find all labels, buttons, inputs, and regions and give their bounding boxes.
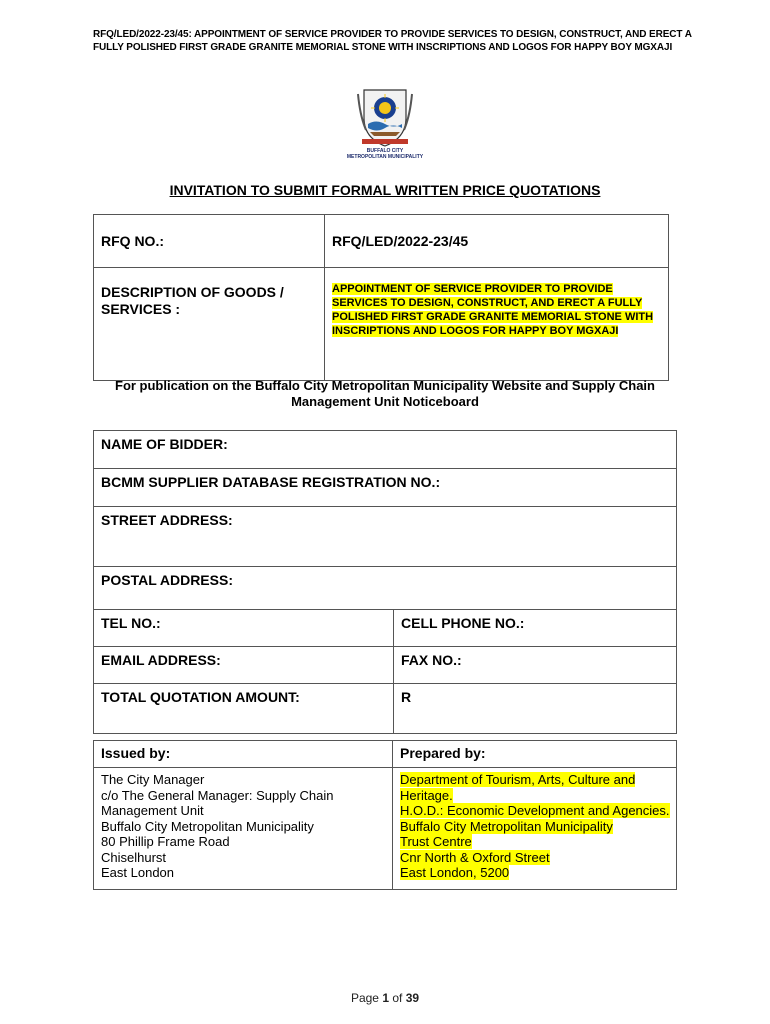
page-word: Page (350, 991, 379, 1005)
logo-line-2: METROPOLITAN MUNICIPALITY (346, 154, 424, 160)
prepared-line: Buffalo City Metropolitan Municipality (400, 818, 613, 834)
prepared-line: East London, 5200 (400, 865, 510, 880)
description-label: DESCRIPTION OF GOODS / SERVICES : (94, 268, 325, 381)
bidder-name-field[interactable]: NAME OF BIDDER: (94, 431, 677, 469)
logo-line-1: BUFFALO CITY (366, 148, 404, 154)
issued-by-heading: Issued by: (94, 741, 393, 768)
issued-line: Chiselhurst (101, 849, 167, 865)
fax-number-field[interactable]: FAX NO.: (394, 647, 677, 684)
page-title: INVITATION TO SUBMIT FORMAL WRITTEN PRICE QUOTATIONS (169, 182, 601, 198)
bidder-details-table (93, 430, 677, 734)
of-word: of (392, 991, 403, 1005)
prepared-line: Trust Centre (400, 834, 472, 849)
coat-of-arms-icon (356, 86, 414, 148)
tel-number-field[interactable]: TEL NO.: (94, 610, 394, 647)
email-address-field[interactable]: EMAIL ADDRESS: (94, 647, 394, 684)
issued-prepared-table (93, 740, 677, 890)
issued-line: 80 Phillip Frame Road (101, 834, 230, 849)
total-quotation-amount-field[interactable]: R (394, 684, 677, 734)
street-address-field[interactable]: STREET ADDRESS: (94, 507, 677, 567)
supplier-registration-field[interactable]: BCMM SUPPLIER DATABASE REGISTRATION NO.: (94, 469, 677, 507)
total-quotation-amount-label: TOTAL QUOTATION AMOUNT: (94, 684, 394, 734)
rfq-number-label: RFQ NO.: (94, 215, 325, 268)
rfq-table (93, 214, 669, 381)
current-page: 1 (382, 991, 389, 1005)
issued-line: East London (101, 865, 175, 880)
issued-line: The City Manager (101, 772, 205, 787)
issued-line: c/o The General Manager: Supply Chain Management Unit (101, 787, 334, 818)
postal-address-field[interactable]: POSTAL ADDRESS: (94, 567, 677, 610)
cell-phone-field[interactable]: CELL PHONE NO.: (394, 610, 677, 647)
issued-line: Buffalo City Metropolitan Municipality (101, 818, 314, 834)
prepared-line: Cnr North & Oxford Street (400, 849, 550, 865)
prepared-line: H.O.D.: Economic Development and Agencies. (400, 803, 670, 818)
total-pages: 39 (405, 991, 420, 1005)
description-cell (325, 268, 669, 381)
publication-notice: For publication on the Buffalo City Metropolitan Municipality Website and Supply Chain Management Unit Noticeboard (115, 378, 655, 409)
prepared-by-address (393, 768, 677, 890)
rfq-number-value: RFQ/LED/2022-23/45 (325, 215, 669, 268)
prepared-line: Department of Tourism, Arts, Culture and Heritage. (400, 772, 636, 803)
page-number-footer (0, 991, 770, 1005)
description-value: APPOINTMENT OF SERVICE PROVIDER TO PROVIDE SERVICES TO DESIGN, CONSTRUCT, AND ERECT A FULLY POLISHED FIRST GRADE GRANITE MEMORIAL STONE WITH INSCRIPTIONS AND LOGOS FOR HAPPY BOY MGXAJI (332, 283, 654, 337)
municipality-logo (340, 86, 430, 162)
issued-by-address (94, 768, 393, 890)
prepared-by-heading: Prepared by: (393, 741, 677, 768)
document-reference-header: RFQ/LED/2022-23/45: APPOINTMENT OF SERVICE PROVIDER TO PROVIDE SERVICES TO DESIGN, CONSTRUCT, AND ERECT A FULLY POLISHED FIRST GRADE GRANITE MEMORIAL STONE WITH INSCRIPTIONS AND LOGOS FOR HAPPY BOY MGXAJI (93, 29, 692, 53)
